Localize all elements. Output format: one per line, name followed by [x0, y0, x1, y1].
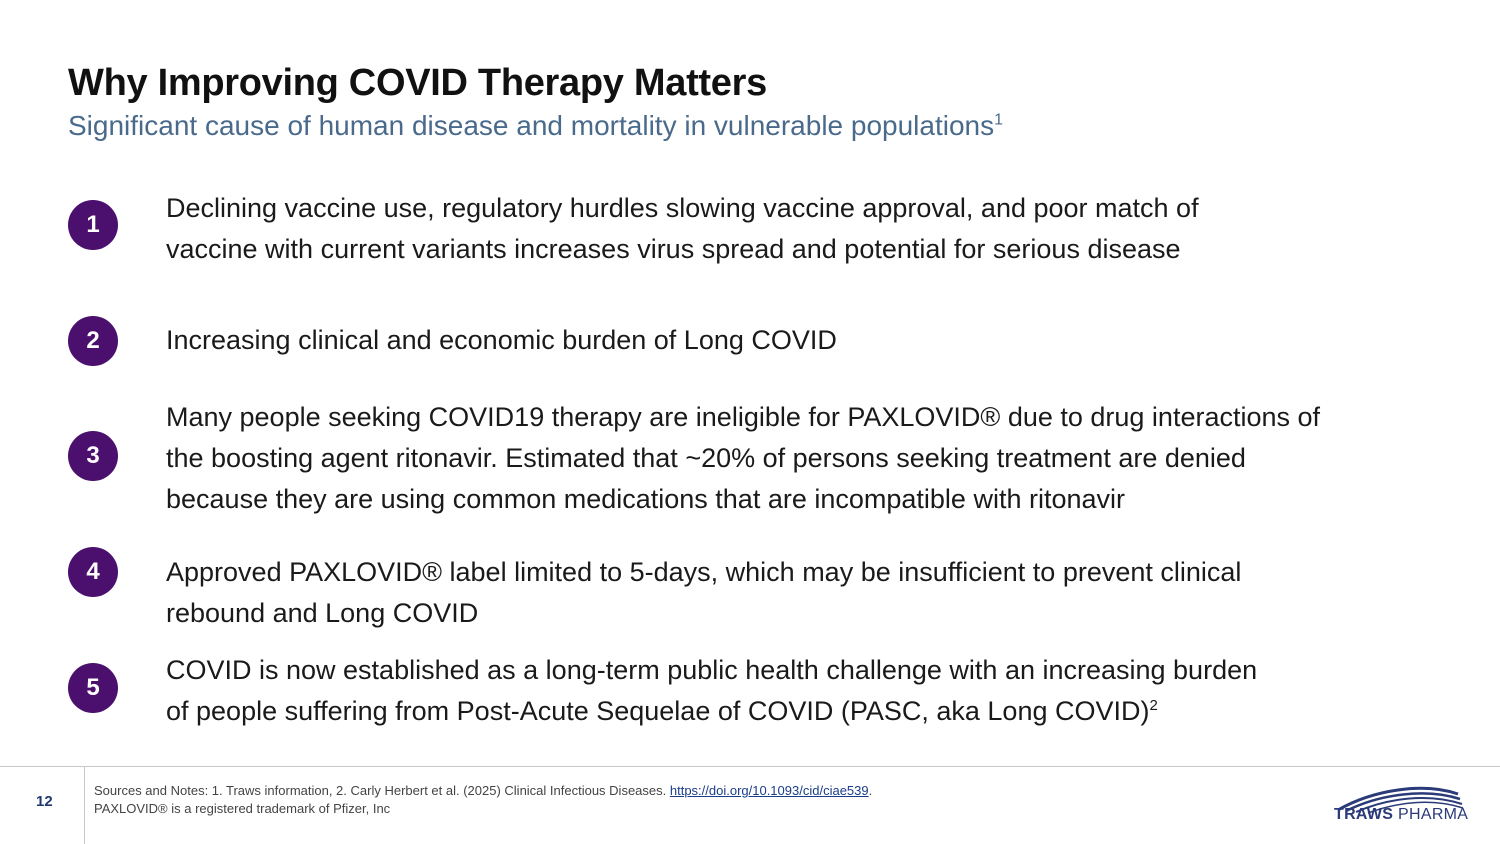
notes-line-2: PAXLOVID® is a registered trademark of Pfizer, Inc	[94, 801, 391, 816]
text-line: rebound and Long COVID	[166, 598, 479, 628]
footer-rule	[0, 766, 1500, 767]
footnote-ref: 2	[1149, 697, 1158, 714]
number-badge: 2	[68, 316, 118, 366]
number-badge: 3	[68, 431, 118, 481]
traws-pharma-logo	[1328, 780, 1468, 828]
sources-notes	[94, 782, 872, 818]
notes-line-1	[94, 782, 872, 800]
list-item-text	[166, 397, 1436, 520]
list-item-text	[166, 552, 1436, 634]
list-item-text	[166, 650, 1436, 732]
notes-text: Sources and Notes: 1. Traws information, 2. Carly Herbert et al. (2025) Clinical Infectious Diseases.	[94, 783, 670, 798]
logo-word-traws: TRAWS	[1334, 806, 1394, 823]
text-line: COVID is now established as a long-term public health challenge with an increasing burden	[166, 655, 1258, 685]
text-line: the boosting agent ritonavir. Estimated that ~20% of persons seeking treatment are denied	[166, 443, 1246, 473]
page-number: 12	[36, 793, 53, 810]
list-item-text	[166, 188, 1436, 270]
text-line-content: of people suffering from Post-Acute Sequelae of COVID (PASC, aka Long COVID)	[166, 696, 1150, 726]
text-line: Declining vaccine use, regulatory hurdles slowing vaccine approval, and poor match of	[166, 193, 1199, 223]
text-line: vaccine with current variants increases virus spread and potential for serious disease	[166, 234, 1181, 264]
notes-period: .	[868, 783, 873, 798]
doi-link[interactable]: https://doi.org/10.1093/cid/ciae539	[669, 783, 869, 798]
text-line	[166, 691, 1436, 732]
list-item-text	[166, 320, 1436, 361]
number-badge: 4	[68, 547, 118, 597]
slide-subtitle	[68, 110, 1003, 142]
slide-title: Why Improving COVID Therapy Matters	[68, 62, 767, 104]
number-badge: 1	[68, 200, 118, 250]
text-line: Increasing clinical and economic burden of Long COVID	[166, 325, 837, 355]
number-badge: 5	[68, 663, 118, 713]
text-line: Approved PAXLOVID® label limited to 5-days, which may be insufficient to prevent clinical	[166, 557, 1242, 587]
text-line: Many people seeking COVID19 therapy are ineligible for PAXLOVID® due to drug interactions of	[166, 402, 1321, 432]
subtitle-footnote-ref: 1	[994, 111, 1004, 129]
logo-wordmark	[1334, 806, 1468, 824]
logo-word-pharma: PHARMA	[1393, 806, 1469, 823]
subtitle-text: Significant cause of human disease and mortality in vulnerable populations	[68, 110, 995, 141]
text-line: because they are using common medications that are incompatible with ritonavir	[166, 484, 1125, 514]
footer-divider	[84, 767, 85, 844]
